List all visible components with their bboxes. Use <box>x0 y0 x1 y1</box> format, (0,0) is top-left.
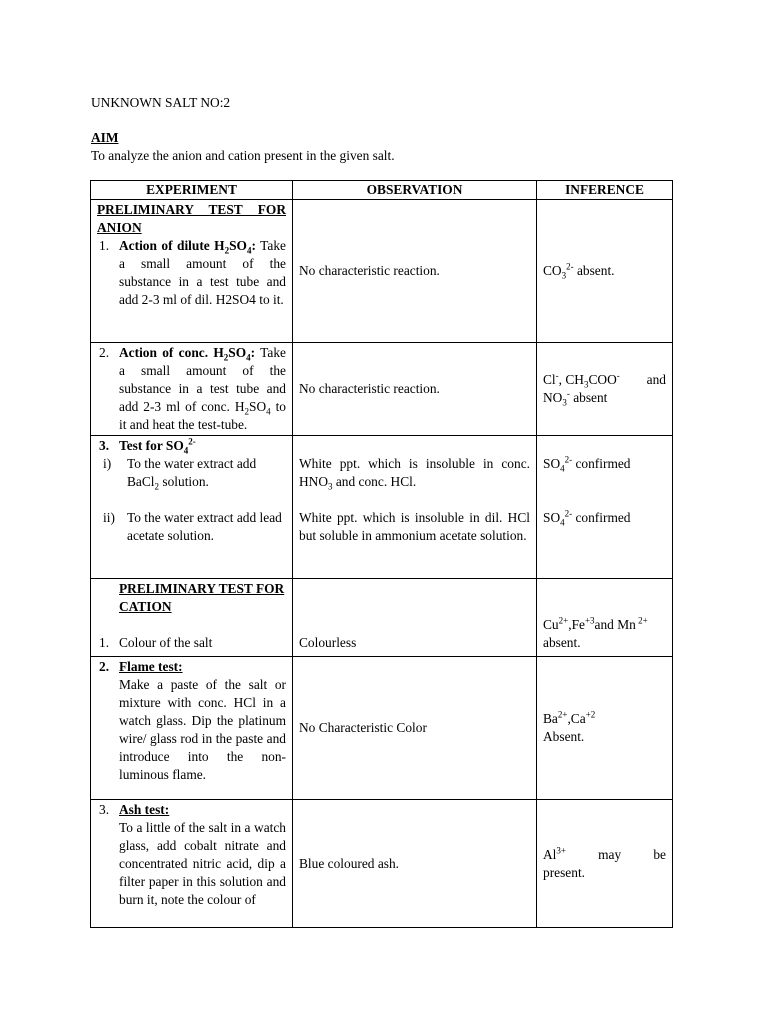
table-row <box>91 200 673 343</box>
experiment-cell <box>91 200 293 343</box>
inference-cell: Cl-, $CH_3COO^-$ and $NO_3^-$ absent <box>537 343 673 436</box>
experiment-item <box>97 237 286 309</box>
observation-cell: Blue coloured ash. <box>293 800 537 928</box>
inference-cell: $Ba^{2+},Ca^{+2}$ Absent. <box>537 657 673 800</box>
item-text: Make a paste of the salt or mixture with conc. HCl in a watch glass. Dip the platinum wire/ glass rod in the paste and introduce into the non-luminous flame. <box>119 677 286 782</box>
col-header-inference: INFERENCE <box>537 181 673 200</box>
item-text: Take a small amount of the substance in a test tube and add 2-3 ml of dil. H2SO4 to it. <box>119 238 286 307</box>
col-header-experiment: EXPERIMENT <box>91 181 293 200</box>
experiment-item: 3. Ash test: To a little of the salt in a watch glass, add cobalt nitrate and concentrated nitric acid, dip a filter paper in this solution and burn it, note the colour of <box>99 802 286 907</box>
inference-cell <box>537 800 673 928</box>
observation-cell: No characteristic reaction. <box>293 343 537 436</box>
inference-line: present. <box>543 864 586 880</box>
table-row <box>91 800 673 928</box>
experiment-cell <box>91 579 293 657</box>
sub-item-ii: ii) To the water extract add lead acetate solution. <box>103 510 282 543</box>
experiment-item: 2. Flame test: Make a paste of the salt or mixture with conc. HCl in a watch glass. Dip the platinum wire/ glass rod in the paste and introduce into the non-luminous flame. <box>99 659 286 782</box>
inference-cell: $Cu^{2+},Fe^{+3}and$ Mn $^{2+}$ absent. <box>537 579 673 657</box>
inference-cell: $SO_4^{2-}$ confirmed $SO_4^{2-}$ confirmed <box>537 436 673 579</box>
experiment-cell <box>91 436 293 579</box>
experiment-item <box>97 344 286 434</box>
experiment-item: 1. Colour of the salt <box>99 635 213 650</box>
analysis-table <box>90 180 673 928</box>
item-text: Take a small amount of the substance in a test tube and add 2-3 ml of conc. $H_2SO_4$ to it and heat the test-tube. <box>119 345 287 432</box>
sub-item-i: i) To the water extract add BaCl$_2$ solution. <box>103 456 257 492</box>
experiment-cell <box>91 800 293 928</box>
table-row <box>91 579 673 657</box>
item-number: 1. <box>99 238 110 253</box>
inference-word: may <box>598 846 622 862</box>
sulphate-test-title: 3. Test for $SO_4^{2-}$ <box>99 436 196 456</box>
inference-ion: $Al^{3+}$ <box>543 845 566 862</box>
inference-cell: $CO_3^{2-}$ absent. <box>537 200 673 343</box>
col-header-observation: OBSERVATION <box>293 181 537 200</box>
table-row <box>91 436 673 579</box>
observation-cell: White ppt. which is insoluble in conc. $HNO_3$ and conc. HCl. White ppt. which is insoluble in dil. HCl but soluble in ammonium acetate solution. <box>293 436 537 579</box>
document-title: UNKNOWN SALT NO:2 <box>91 95 231 110</box>
item-title: Action of conc. $H_2SO_4$: <box>119 345 256 363</box>
item-title: Action of dilute $H_2SO_4$: <box>119 238 256 256</box>
observation-cell: No Characteristic Color <box>293 657 537 800</box>
observation-cell: No characteristic reaction. <box>293 200 537 343</box>
table-row <box>91 657 673 800</box>
aim-heading: AIM <box>91 130 119 145</box>
inference-word: be <box>653 846 666 862</box>
experiment-cell <box>91 343 293 436</box>
item-text: To a little of the salt in a watch glass, add cobalt nitrate and concentrated nitric acid, dip a filter paper in this solution and burn it, note the colour of <box>119 820 286 907</box>
anion-heading: PRELIMINARY TEST FOR ANION <box>97 202 286 235</box>
item-number: 2. <box>99 345 110 360</box>
cation-heading: PRELIMINARY TEST FOR CATION <box>119 581 285 614</box>
table-header-row <box>91 181 673 200</box>
observation-cell: Colourless <box>293 579 537 657</box>
ash-test-title: Ash test: <box>119 802 170 817</box>
flame-test-title: Flame test: <box>119 659 183 674</box>
table-row <box>91 343 673 436</box>
experiment-cell <box>91 657 293 800</box>
aim-text: To analyze the anion and cation present in the given salt. <box>91 148 395 163</box>
